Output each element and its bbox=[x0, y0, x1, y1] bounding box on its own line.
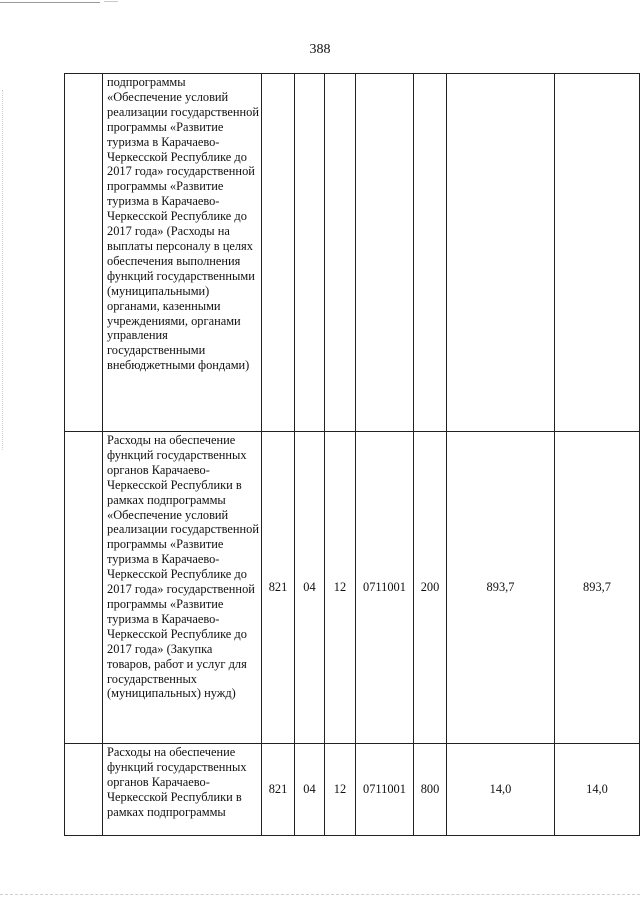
page-number: 388 bbox=[309, 42, 331, 57]
expense-type-cell: 800 bbox=[414, 744, 447, 836]
table-row bbox=[65, 74, 640, 432]
amount-cell-2: 14,0 bbox=[555, 744, 640, 836]
subsection-code-cell: 12 bbox=[325, 744, 356, 836]
expense-type-cell bbox=[414, 74, 447, 432]
row-number-cell bbox=[65, 432, 103, 744]
budget-table bbox=[64, 73, 640, 836]
section-code-cell: 04 bbox=[295, 744, 325, 836]
target-code-cell bbox=[356, 74, 414, 432]
amount-cell-1: 893,7 bbox=[447, 432, 555, 744]
scan-mark bbox=[104, 1, 118, 2]
subsection-code-cell bbox=[325, 74, 356, 432]
scan-border-bottom bbox=[0, 894, 640, 895]
admin-code-cell bbox=[262, 74, 295, 432]
scan-border-left bbox=[2, 90, 4, 450]
amount-cell-1: 14,0 bbox=[447, 744, 555, 836]
table-row bbox=[65, 744, 640, 836]
description-cell: Расходы на обеспечение функций государственных органов Карачаево-Черкесской Республики в рамках подпрограммы «Обеспечение условий реализации государственной программы «Развитие туризма в Карачаево-Черкесской Республике до 2017 года» государственной программы «Развитие туризма в Карачаево-Черкесской Республике до 2017 года» (Закупка товаров, работ и услуг для государственных (муниципальных) нужд) bbox=[103, 432, 262, 744]
description-cell: подпрограммы «Обеспечение условий реализации государственной программы «Развитие туризма в Карачаево-Черкесской Республике до 2017 года» государственной программы «Развитие туризма в Карачаево-Черкесской Республике до 2017 года» (Расходы на выплаты персоналу в целях обеспечения выполнения функций государственными (муниципальными) органами, казенными учреждениями, органами управления государственными внебюджетными фондами) bbox=[103, 74, 262, 432]
row-number-cell bbox=[65, 74, 103, 432]
target-code-cell: 0711001 bbox=[356, 744, 414, 836]
description-cell: Расходы на обеспечение функций государственных органов Карачаево-Черкесской Республики в рамках подпрограммы bbox=[103, 744, 262, 836]
expense-type-cell: 200 bbox=[414, 432, 447, 744]
section-code-cell bbox=[295, 74, 325, 432]
amount-cell-2 bbox=[555, 74, 640, 432]
scan-border-top bbox=[0, 2, 100, 3]
row-number-cell bbox=[65, 744, 103, 836]
section-code-cell: 04 bbox=[295, 432, 325, 744]
amount-cell-1 bbox=[447, 74, 555, 432]
target-code-cell: 0711001 bbox=[356, 432, 414, 744]
admin-code-cell: 821 bbox=[262, 432, 295, 744]
subsection-code-cell: 12 bbox=[325, 432, 356, 744]
amount-cell-2: 893,7 bbox=[555, 432, 640, 744]
admin-code-cell: 821 bbox=[262, 744, 295, 836]
table-row bbox=[65, 432, 640, 744]
